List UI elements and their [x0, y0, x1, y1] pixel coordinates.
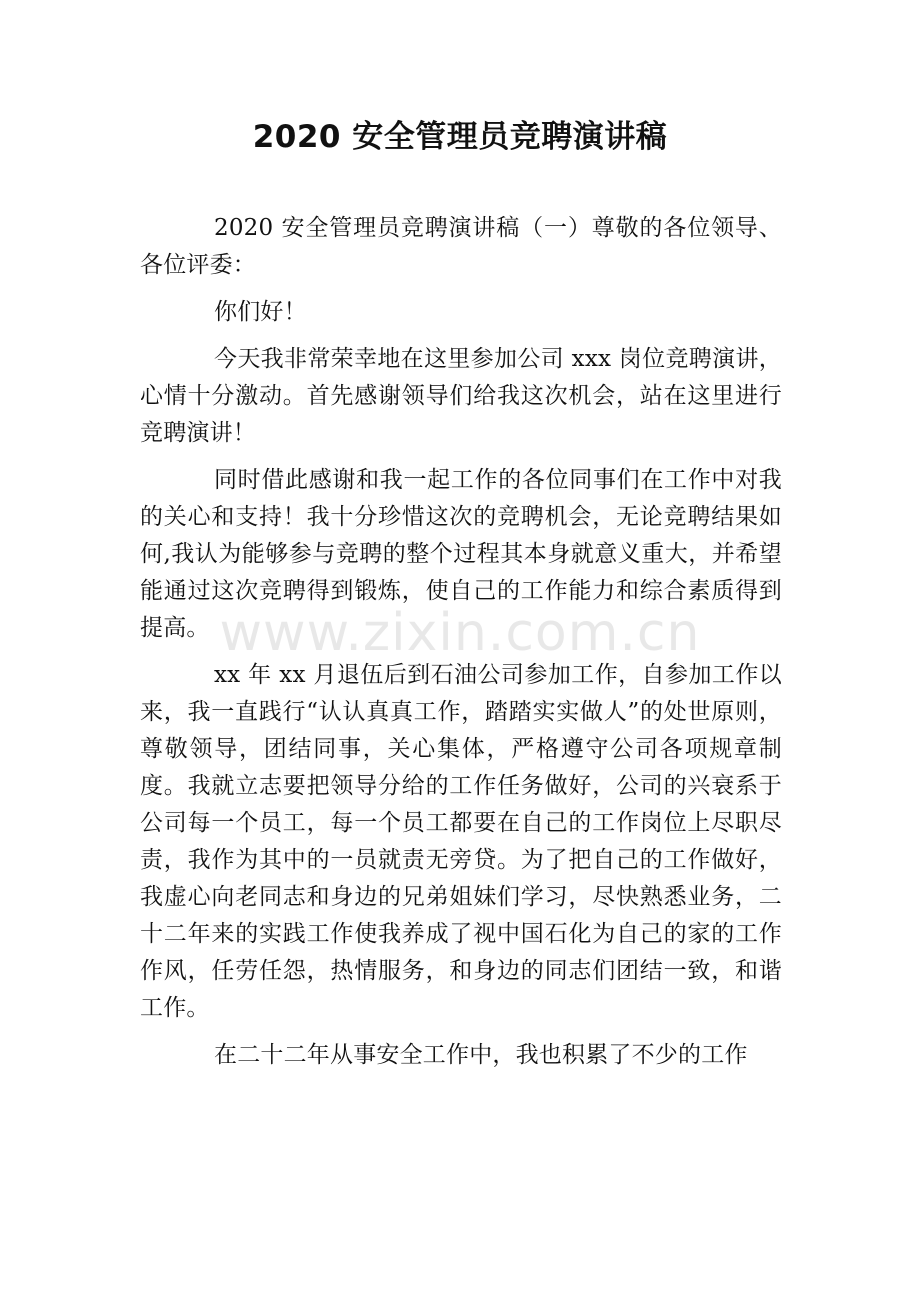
document-body — [140, 210, 782, 1074]
paragraph-intro: 今天我非常荣幸地在这里参加公司 xxx 岗位竞聘演讲，心情十分激动。首先感谢领导们给我这次机会，站在这里进行竞聘演讲！ — [140, 346, 782, 446]
paragraph-hello: 你们好！ — [214, 299, 307, 325]
document-title: 2020 安全管理员竞聘演讲稿 — [252, 119, 668, 155]
paragraph-greeting: 2020 安全管理员竞聘演讲稿（一）尊敬的各位领导、各位评委： — [140, 215, 782, 278]
watermark: www.zixin.com.cn — [219, 603, 701, 663]
paragraph-safety-work: 在二十二年从事安全工作中，我也积累了不少的工作 — [214, 1042, 748, 1068]
paragraph-thanks: 同时借此感谢和我一起工作的各位同事们在工作中对我的关心和支持！我十分珍惜这次的竞聘机会，无论竞聘结果如何,我认为能够参与竞聘的整个过程其本身就意义重大，并希望能通过这次竞聘得到锻炼，使自己的工作能力和综合素质得到提高。 — [140, 467, 782, 641]
paragraph-experience: xx 年 xx 月退伍后到石油公司参加工作，自参加工作以来，我一直践行“认认真真工作，踏踏实实做人”的处世原则，尊敬领导，团结同事，关心集体，严格遵守公司各项规章制度。我就立志要把领导分给的工作任务做好，公司的兴衰系于公司每一个员工，每一个员工都要在自己的工作岗位上尽职尽责，我作为其中的一员就责无旁贷。为了把自己的工作做好，我虚心向老同志和身边的兄弟姐妹们学习，尽快熟悉业务，二十二年来的实践工作使我养成了视中国石化为自己的家的工作作风，任劳任怨，热情服务，和身边的同志们团结一致，和谐工作。 — [140, 662, 782, 1021]
